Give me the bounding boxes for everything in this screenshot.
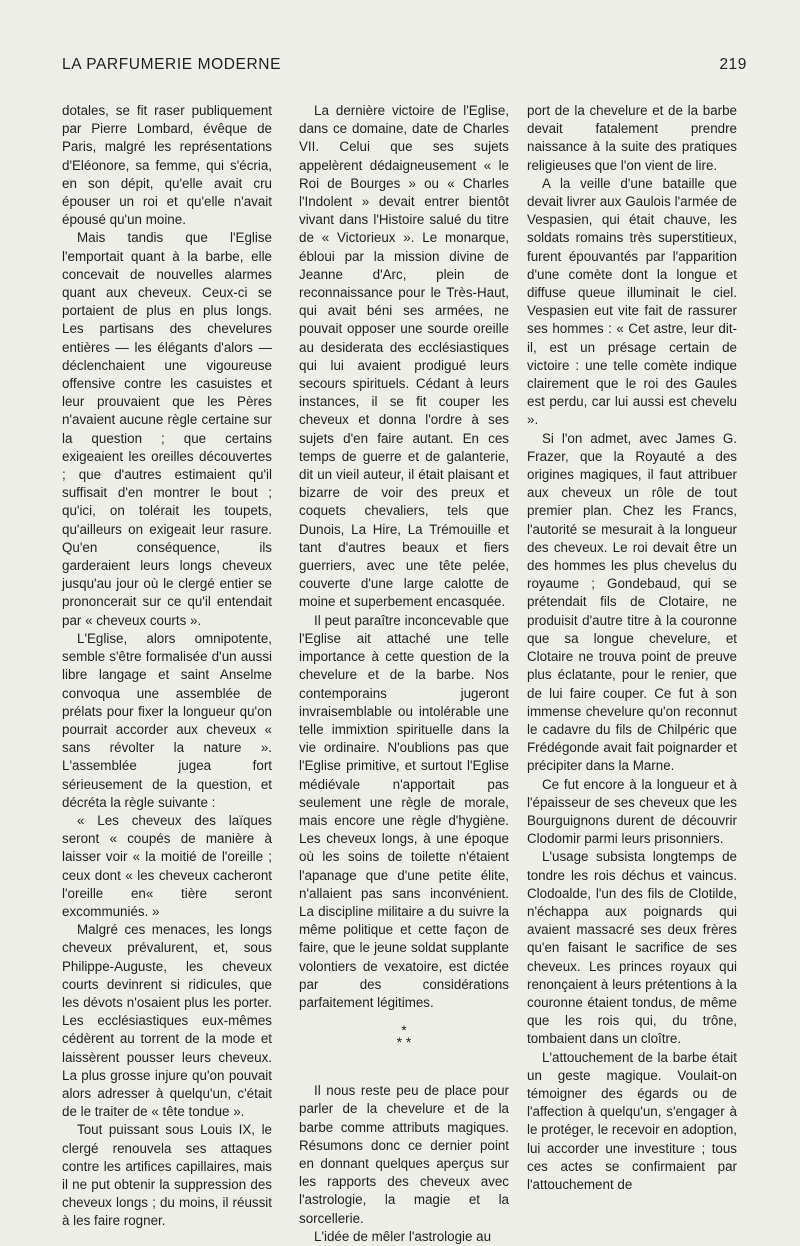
text-column-3: [527, 102, 737, 1194]
paragraph: Il peut paraître inconcevable que l'Eglise ait attaché une telle importance à cette question de la chevelure et de la barbe. Nos contemporains jugeront invraisemblable ou intolérable une telle immixtion spirituelle dans la vie ordinaire. N'oublions pas que l'Eglise primitive, et surtout l'Eglise médiévale n'apportait pas seulement une règle de morale, mais encore une règle d'hygiène. Les cheveux longs, à une époque où les soins de toilette n'étaient l'apanage que d'une petite élite, n'allaient pas sans inconvénient. La discipline militaire a du suivre la même politique et cette façon de faire, que le jeune soldat supplante volontiers de vexatoire, est dictée par des considérations parfaitement légitimes.: [299, 612, 509, 1010]
page-number: 219: [719, 56, 747, 73]
paragraph: A la veille d'une bataille que devait livrer aux Gaulois l'armée de Vespasien, qui était chauve, les soldats romains très superstitieux, furent épouvantés par l'apparition d'une comète dont la longue et diffuse queue illuminait le ciel. Vespasien eut vite fait de rassurer ses hommes : « Cet astre, leur dit-il, est un présage certain de victoire : une telle comète indique clairement que le roi des Gaules est perdu, car lui aussi est chevelu ».: [527, 175, 737, 428]
quoted-decree: « Les cheveux des laïques seront « coupés de manière à laisser voir « la moitié de l'oreille ; ceux dont « les cheveux cacheront l'oreille en« tière seront excommuniés. »: [62, 812, 272, 919]
paragraph: La dernière victoire de l'Eglise, dans ce domaine, date de Charles VII. Celui que ses sujets appelèrent dédaigneusement « le Roi de Bourges » ou « Charles l'Indolent » devait entrer bientôt vivant dans l'Histoire salué du titre de « Victorieux ». Le monarque, ébloui par la mission divine de Jeanne d'Arc, plein de reconnaissance pour le Très-Haut, qui avait béni ses armées, ne pouvait opposer une sourde oreille au desiderata des ecclésiastiques qui lui avaient prodigué leurs secours spirituels. Cédant à leurs instances, il se fit couper les cheveux et donna l'ordre à ses sujets d'en faire autant. En ces temps de guerre et de galanterie, dit un vieil auteur, il était plaisant et bizarre de voir des preux et coquets chevaliers, tels que Dunois, La Hire, La Trémouille et tant d'autres beaux et fiers guerriers, avec une tête pelée, couverte d'une large calotte de moine et superbement encasquée.: [299, 103, 509, 610]
paragraph: Mais tandis que l'Eglise l'emportait quant à la barbe, elle concevait de nouvelles alarmes quant aux cheveux. Ceux-ci se portaient de plus en plus longs. Les partisans des chevelures entières — les élégants d'alors — déclenchaient une vigoureuse offensive contre les casuistes et leur prouvaient que les Pères n'avaient aucune règle certaine sur la question ; que certains exigeaient les oreilles découvertes ; que d'autres estimaient qu'il suffisait d'en montrer le bout ; qu'ici, on tolérait les toupets, qu'ailleurs on exigeait leur rasure. Qu'en conséquence, ils garderaient leurs longs cheveux jusqu'au jour où le clergé entier se prononcerait sur ce qu'il entendait par « cheveux courts ».: [62, 230, 272, 628]
paragraph: Il nous reste peu de place pour parler de la chevelure et de la barbe comme attributs magiques. Résumons donc ce dernier point en donnant quelques aperçus sur les rapports des cheveux avec l'astrologie, la magie et la sorcellerie.: [299, 1083, 509, 1226]
paragraph: L'attouchement de la barbe était un geste magique. Voulait-on témoigner des égards ou de l'affection à quelqu'un, s'engager à le protéger, le recevoir en adoption, lui accorder une investiture ; tous ces actes se confirmaient par l'attouchement de: [527, 1049, 737, 1192]
page-header: [62, 56, 747, 82]
paragraph: L'idée de mêler l'astrologie au: [314, 1228, 492, 1244]
paragraph: port de la chevelure et de la barbe devait fatalement prendre naissance à la suite des pratiques religieuses que l'on vient de lire.: [527, 103, 737, 173]
paragraph: dotales, se fit raser publiquement par Pierre Lombard, évêque de Paris, malgré les représentations d'Eléonore, sa femme, qui s'écria, en son dépit, qu'elle avait cru épouser un roi et qu'elle n'avait épousé qu'un moine.: [62, 103, 272, 228]
paragraph: Malgré ces menaces, les longs cheveux prévalurent, et, sous Philippe-Auguste, les cheveux courts devinrent si ridicules, que les dévots n'osaient plus les porter. Les ecclésiastiques eux-mêmes cédèrent au torrent de la mode et laissèrent pousser leurs cheveux. La plus grosse injure qu'on pouvait alors adresser à quelqu'un, c'était de le traiter de « tête tondue ».: [62, 922, 272, 1120]
paragraph: Ce fut encore à la longueur et à l'épaisseur de ses cheveux que les Bourguignons durent de découvrir Clodomir parmi leurs prisonniers.: [527, 776, 737, 847]
asterism-bottom: * *: [396, 1034, 412, 1051]
section-separator: [299, 1022, 509, 1051]
text-column-2: [299, 102, 509, 1246]
asterism-top: *: [401, 1022, 407, 1039]
paragraph: Si l'on admet, avec James G. Frazer, que la Royauté a des origines magiques, il faut attribuer aux cheveux un rôle de tout premier plan. Chez les Francs, l'autorité se mesurait à la longueur des cheveux. Le roi devait être un des hommes les plus chevelus du royaume ; Gondebaud, qui se prétendait fils de Clotaire, ne produisit d'autre titre à la couronne que sa longue chevelure, et Clotaire ne trouva point de preuve plus éclatante, pour le renier, que de lui faire couper. Ce fut à son immense chevelure qu'on reconnut le cadavre du fils de Chilpéric que Frédégonde avait fait poignarder et précipiter dans la Marne.: [527, 430, 737, 774]
text-column-1: [62, 102, 272, 1231]
paragraph: L'Eglise, alors omnipotente, semble s'être formalisée d'un aussi libre langage et saint Anselme convoqua une assemblée de prélats pour fixer la longueur qu'on pourrait accorder aux cheveux « sans révolter la nature ». L'assemblée jugea fort sérieusement de la question, et décréta la règle suivante :: [62, 630, 272, 810]
journal-title: LA PARFUMERIE MODERNE: [62, 56, 282, 73]
paragraph: Tout puissant sous Louis IX, le clergé renouvela ses attaques contre les artifices capillaires, mais il ne put obtenir la suppression des cheveux longs ; du moins, il réussit à les faire rogner.: [62, 1122, 272, 1229]
paragraph: L'usage subsista longtemps de tondre les rois déchus et vaincus. Clodoalde, l'un des fils de Clotilde, n'échappa aux poignards qui avaient massacré ses deux frères qu'en faisant le sacrifice de ses cheveux. Les princes royaux qui renonçaient à leurs prétentions à la couronne étaient tondus, de même que les rois qui, du trône, tombaient dans un cloître.: [527, 849, 737, 1047]
